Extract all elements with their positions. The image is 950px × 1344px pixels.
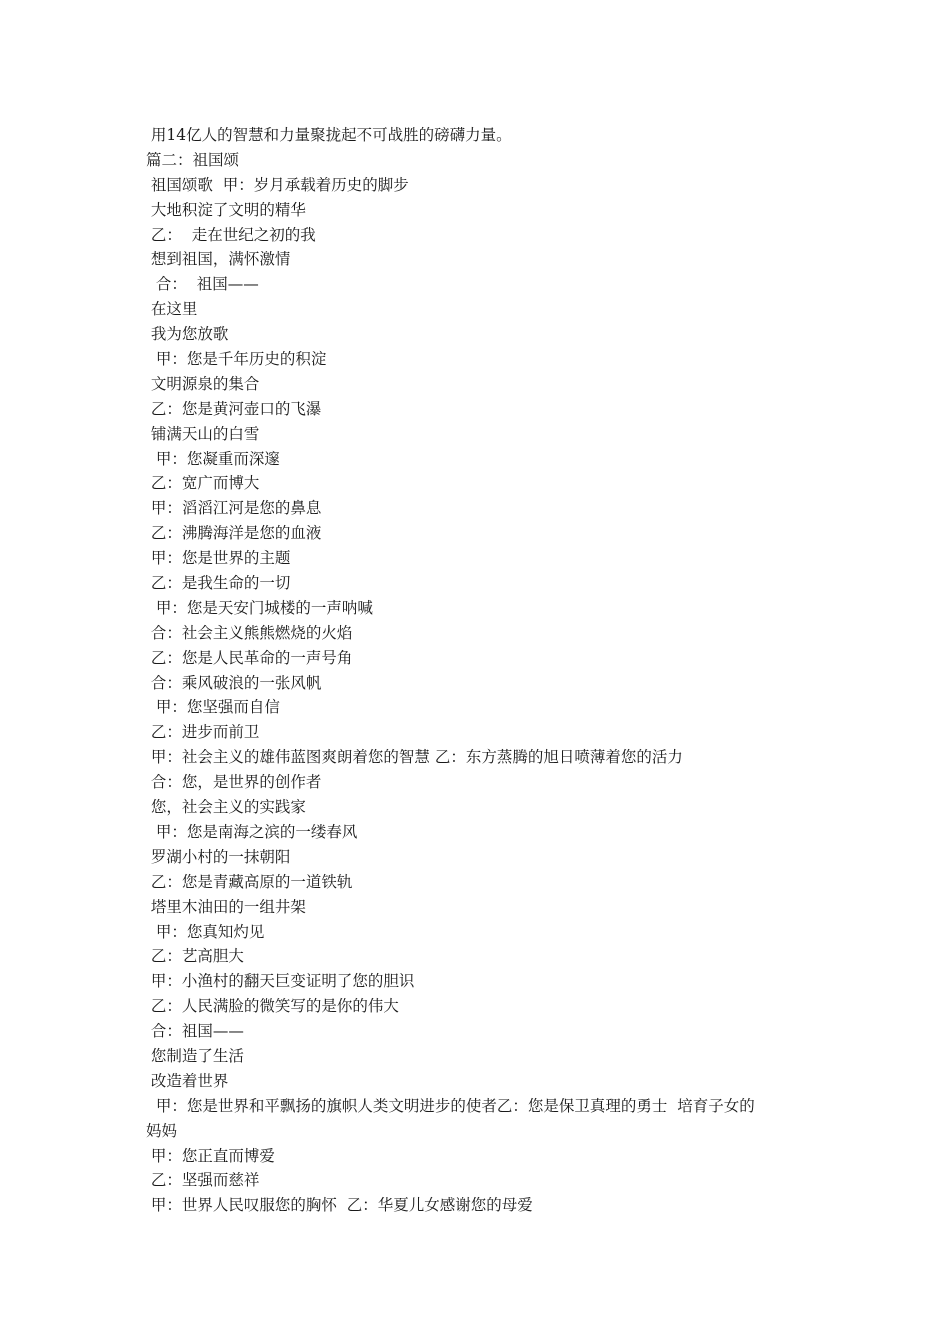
text-line: 乙：坚强而慈祥 (146, 1171, 260, 1190)
text-line: 甲：社会主义的雄伟蓝图爽朗着您的智慧 乙：东方蒸腾的旭日喷薄着您的活力 (146, 748, 683, 767)
text-line: 文明源泉的集合 (146, 374, 260, 393)
text-line: 甲：您是天安门城楼的一声呐喊 (146, 598, 373, 617)
text-line: 甲：您凝重而深邃 (146, 449, 280, 468)
text-line: 铺满天山的白雪 (146, 424, 260, 443)
text-line: 您制造了生活 (146, 1046, 244, 1065)
text-line: 罗湖小村的一抹朝阳 (146, 847, 291, 866)
text-line: 合：社会主义熊熊燃烧的火焰 (146, 623, 353, 642)
text-line: 甲：您是世界的主题 (146, 549, 291, 568)
text-line: 甲：您坚强而自信 (146, 698, 280, 717)
text-line: 甲：您是世界和平飘扬的旗帜人类文明进步的使者乙：您是保卫真理的勇士 培育子女的 (146, 1096, 755, 1115)
text-line: 在这里 (146, 300, 198, 319)
text-line: 乙：您是青藏高原的一道铁轨 (146, 872, 353, 891)
text-line: 甲：滔滔江河是您的鼻息 (146, 499, 322, 518)
text-line: 大地积淀了文明的精华 (146, 200, 306, 219)
text-line: 合：乘风破浪的一张风帆 (146, 673, 322, 692)
text-line: 乙：是我生命的一切 (146, 574, 291, 593)
text-line: 用14亿人的智慧和力量聚拢起不可战胜的磅礴力量。 (146, 126, 512, 144)
text-line: 乙：人民满脸的微笑写的是你的伟大 (146, 997, 399, 1016)
text-line: 甲：您是南海之滨的一缕春风 (146, 822, 358, 841)
document-body (146, 123, 816, 1218)
text-line: 想到祖国，满怀激情 (146, 250, 291, 269)
text-line: 合：您，是世界的创作者 (146, 773, 322, 792)
text-line: 乙：进步而前卫 (146, 723, 260, 742)
text-line: 甲：世界人民叹服您的胸怀 乙：华夏儿女感谢您的母爱 (146, 1196, 533, 1215)
text-line: 我为您放歌 (146, 325, 229, 344)
text-line: 篇二：祖国颂 (146, 150, 240, 169)
text-line: 妈妈 (146, 1121, 178, 1140)
text-line: 乙：您是黄河壶口的飞瀑 (146, 399, 322, 418)
text-line: 乙：宽广而博大 (146, 474, 260, 493)
text-line: 合：祖国—— (146, 1022, 244, 1041)
text-line: 甲：您真知灼见 (146, 922, 265, 941)
text-line: 改造着世界 (146, 1071, 229, 1090)
text-line: 甲：您是千年历史的积淀 (146, 350, 327, 369)
text-line: 您，社会主义的实践家 (146, 798, 306, 817)
text-line: 甲：小渔村的翻天巨变证明了您的胆识 (146, 972, 415, 991)
text-line: 甲：您正直而博爱 (146, 1146, 275, 1165)
text-line: 乙： 走在世纪之初的我 (146, 225, 316, 244)
text-line: 塔里木油田的一组井架 (146, 897, 306, 916)
text-line: 乙：沸腾海洋是您的血液 (146, 524, 322, 543)
text-line: 乙：您是人民革命的一声号角 (146, 648, 353, 667)
text-line: 合： 祖国—— (146, 275, 259, 294)
text-line: 乙：艺高胆大 (146, 947, 244, 966)
text-line: 祖国颂歌 甲：岁月承载着历史的脚步 (146, 175, 409, 194)
